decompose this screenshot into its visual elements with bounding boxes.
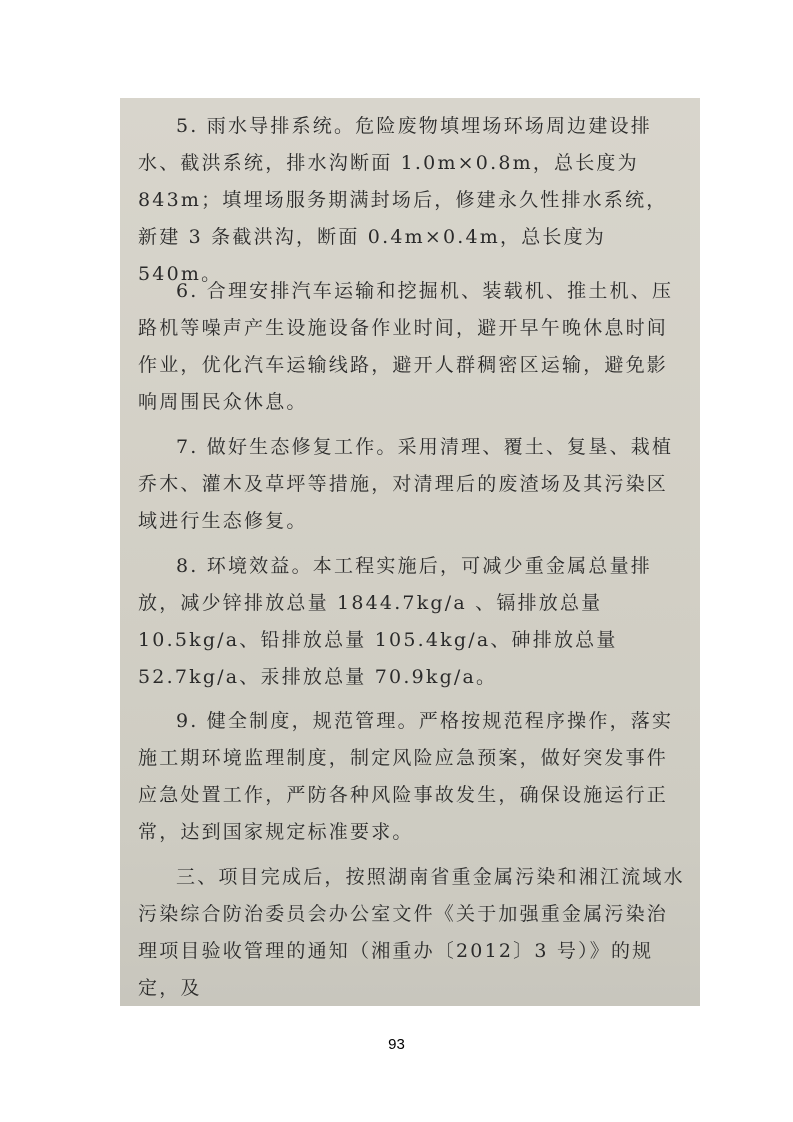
paragraph-environmental-benefit: 8. 环境效益。本工程实施后，可减少重金属总量排放，减少锌排放总量 1844.7kg/a 、镉排放总量 10.5kg/a、铅排放总量 105.4kg/a、砷排放总量 52.7kg/a、汞排放总量 70.9kg/a。 <box>138 555 652 688</box>
paragraph-rainwater-drainage: 5. 雨水导排系统。危险废物填埋场环场周边建设排水、截洪系统，排水沟断面 1.0m×0.8m，总长度为 843m；填埋场服务期满封场后，修建永久性排水系统，新建 3 条截洪沟，断面 0.4m×0.4m，总长度为 540m。 <box>138 115 668 285</box>
page-number: 93 <box>388 1036 405 1053</box>
paragraph-noise-control: 6. 合理安排汽车运输和挖掘机、装载机、推土机、压路机等噪声产生设施设备作业时间，避开早午晚休息时间作业，优化汽车运输线路，避开人群稠密区运输，避免影响周围民众休息。 <box>138 280 674 413</box>
paragraph-project-acceptance: 三、项目完成后，按照湖南省重金属污染和湘江流域水污染综合防治委员会办公室文件《关于加强重金属污染治理项目验收管理的通知（湘重办〔2012〕3 号）》的规定，及 <box>138 866 685 999</box>
scanned-page-photo <box>120 98 700 1006</box>
paragraph-ecological-restoration: 7. 做好生态修复工作。采用清理、覆土、复垦、栽植乔木、灌木及草坪等措施，对清理后的废渣场及其污染区域进行生态修复。 <box>138 436 674 532</box>
paragraph-management-system: 9. 健全制度，规范管理。严格按规范程序操作，落实施工期环境监理制度，制定风险应急预案，做好突发事件应急处置工作，严防各种风险事故发生，确保设施运行正常，达到国家规定标准要求。 <box>138 710 674 843</box>
